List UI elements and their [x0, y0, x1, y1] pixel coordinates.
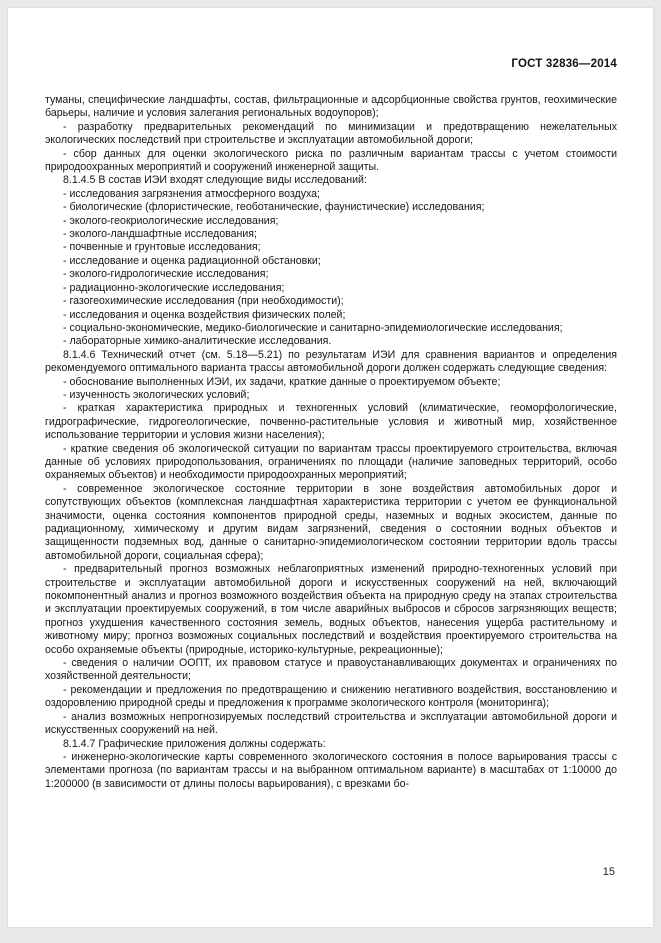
- paragraph: - социально-экономические, медико-биологические и санитарно-эпидемиологические исследования;: [63, 321, 563, 334]
- paragraph: - современное экологическое состояние территории в зоне воздействия автомобильных дорог и сопутствующих объектов (комплексная ландшафтная характеристика территории с учетом ее функциональной значимости, оценка состояния компонентов природной среды, наземных и водных экосистем, данные по радиационному, химическому и другим видам загрязнений, сведения о состоянии водных объектов и защищенности подземных вод, данные о санитарно-эпидемиологическом состоянии территории вдоль трассы автомобильной дороги, социальная сфера);: [45, 482, 617, 562]
- paragraph: - биологические (флористические, геоботанические, фаунистические) исследования;: [63, 201, 485, 214]
- paragraph: туманы, специфические ландшафты, состав, фильтрационные и адсорбционные свойства грунтов, геохимические барьеры, наличие и условия залегания региональных водоупоров);: [45, 94, 617, 120]
- paragraph: - предварительный прогноз возможных неблагоприятных изменений природно-техногенных условий при строительстве и эксплуатации автомобильной дороги и искусственных сооружений на ней, включающий покомпонентный анализ и прогноз возможного воздействия объекта на природную среду на этапах строительства и эксплуатации проектируемых сооружений, в том числе аварийных выбросов и сбросов загрязняющих веществ; прогноз ухудшения качественного состояния земель, водных объектов, нанесения ущерба растительному и животному миру; прогноз возможных социальных последствий и воздействия проектируемого строительства на особо охраняемые объекты (природные, историко-культурные, рекреационные);: [45, 563, 617, 656]
- paragraph: - сбор данных для оценки экологического риска по различным вариантам трассы с учетом стоимости природоохранных мероприятий и сооружений инженерной защиты.: [45, 147, 617, 174]
- paragraph: - краткие сведения об экологической ситуации по вариантам трассы проектируемого строительства, включая данные об условиях природопользования, ограничениях по площади (наличие заповедных территорий, особо охраняемых объектов) и необходимости природоохранных мероприятий;: [45, 442, 617, 482]
- paragraph: - эколого-ландшафтные исследования;: [63, 228, 257, 241]
- paragraph: 8.1.4.6 Технический отчет (см. 5.18—5.21) по результатам ИЭИ для сравнения вариантов и определения рекомендуемого оптимального варианта трассы автомобильной дороги должен содержать следующие сведения:: [45, 348, 617, 375]
- paragraph: 8.1.4.5 В состав ИЭИ входят следующие виды исследований:: [63, 174, 367, 187]
- document-header: ГОСТ 32836—2014: [511, 58, 617, 70]
- paragraph: - краткая характеристика природных и техногенных условий (климатические, геоморфологические, гидрографические, гидрогеологические, почвенно-растительные условия и животный мир, хозяйственное использование территории и условия жизни населения);: [45, 402, 617, 442]
- paragraph: - исследование и оценка радиационной обстановки;: [63, 254, 321, 267]
- paragraph: - газогеохимические исследования (при необходимости);: [63, 295, 344, 308]
- page-number: 15: [602, 866, 615, 878]
- paragraph: - эколого-геокриологические исследования;: [63, 214, 279, 227]
- paragraph: - эколого-гидрологические исследования;: [63, 268, 269, 281]
- paragraph: - исследования загрязнения атмосферного воздуха;: [63, 187, 321, 200]
- paragraph: - исследования и оценка воздействия физических полей;: [63, 308, 346, 321]
- paragraph: - анализ возможных непрогнозируемых последствий строительства и эксплуатации автомобильной дороги и искусственных сооружений на ней.: [45, 710, 617, 737]
- paragraph: 8.1.4.7 Графические приложения должны содержать:: [63, 737, 326, 750]
- paragraph: - инженерно-экологические карты современного экологического состояния в полосе варьирования трассы с элементами прогноза (по вариантам трассы и на выбранном оптимальном варианте) в масштабах от 1:10000 до 1:200000 (в зависимости от длины полосы варьирования), с врезками бо-: [45, 750, 617, 790]
- paragraph: - лабораторные химико-аналитические исследования.: [63, 335, 332, 348]
- paragraph: - сведения о наличии ООПТ, их правовом статусе и правоустанавливающих документах и ограничениях по хозяйственной деятельности;: [45, 657, 617, 683]
- paragraph: - изученность экологических условий;: [63, 388, 250, 401]
- paragraph: - радиационно-экологические исследования;: [63, 281, 285, 294]
- paragraph: - обоснование выполненных ИЭИ, их задачи, краткие данные о проектируемом объекте;: [63, 375, 501, 388]
- document-body: [45, 94, 617, 791]
- paragraph: - разработку предварительных рекомендаций по минимизации и предотвращению нежелательных экологических последствий при строительстве и эксплуатации автомобильной дороги;: [45, 120, 617, 147]
- paragraph: - рекомендации и предложения по предотвращению и снижению негативного воздействия, восстановлению и оздоровлению природной среды и предложения к программе экологического контроля (мониторинга);: [45, 683, 617, 710]
- paragraph: - почвенные и грунтовые исследования;: [63, 241, 261, 254]
- document-page: [8, 8, 653, 927]
